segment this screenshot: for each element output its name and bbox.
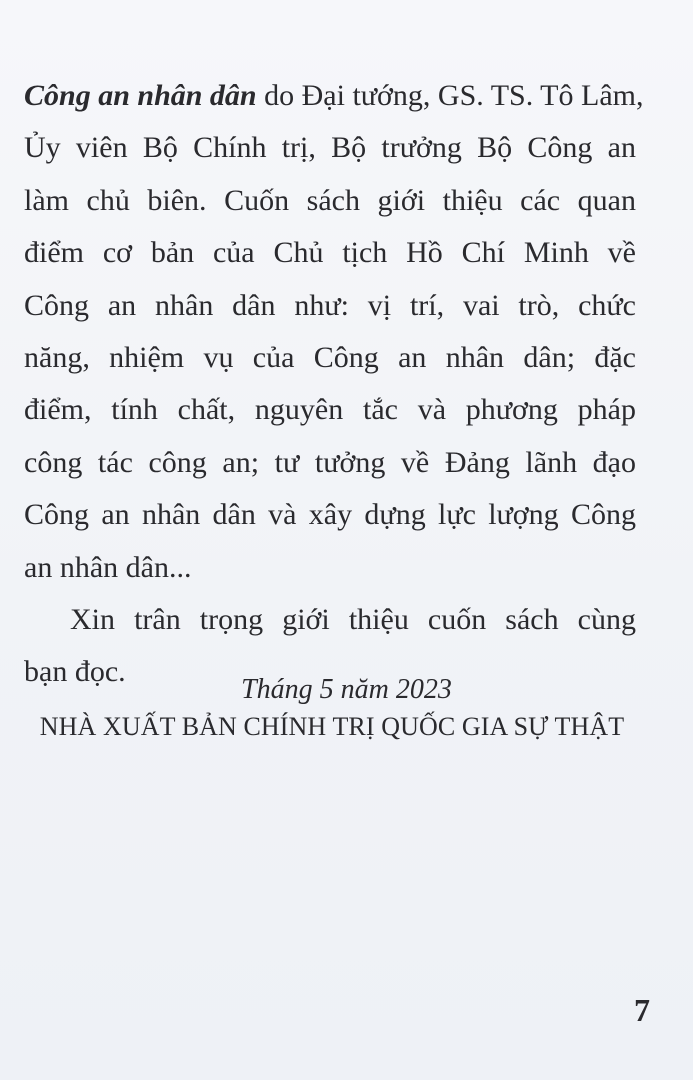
publication-date: Tháng 5 năm 2023 (241, 674, 452, 705)
paragraph-line: điểm, tính chất, nguyên tắc và phương pháp (24, 393, 636, 427)
paragraph-line: bạn đọc. (24, 655, 126, 689)
body-text (24, 70, 644, 699)
paragraph-line: Ủy viên Bộ Chính trị, Bộ trưởng Bộ Công an (24, 131, 636, 165)
paragraph-line: Xin trân trọng giới thiệu cuốn sách cùng (70, 603, 636, 637)
paragraph-line (24, 70, 644, 122)
page-number: 7 (634, 992, 650, 1028)
paragraph-line: an nhân dân... (24, 550, 192, 584)
paragraph-line: công tác công an; tư tưởng về Đảng lãnh đạo (24, 445, 636, 479)
book-title-emphasis: Công an nhân dân (24, 79, 257, 112)
line-text: do Đại tướng, GS. TS. Tô Lâm, (256, 79, 644, 112)
paragraph-line: Công an nhân dân và xây dựng lực lượng Công (24, 498, 636, 532)
paragraph-line: Công an nhân dân như: vị trí, vai trò, chức (24, 288, 636, 322)
paragraph-line: năng, nhiệm vụ của Công an nhân dân; đặc (24, 341, 636, 375)
paragraph-line: điểm cơ bản của Chủ tịch Hồ Chí Minh về (24, 236, 636, 270)
paragraph-line: làm chủ biên. Cuốn sách giới thiệu các quan (24, 183, 636, 217)
publisher-name: NHÀ XUẤT BẢN CHÍNH TRỊ QUỐC GIA SỰ THẬT (39, 712, 625, 741)
